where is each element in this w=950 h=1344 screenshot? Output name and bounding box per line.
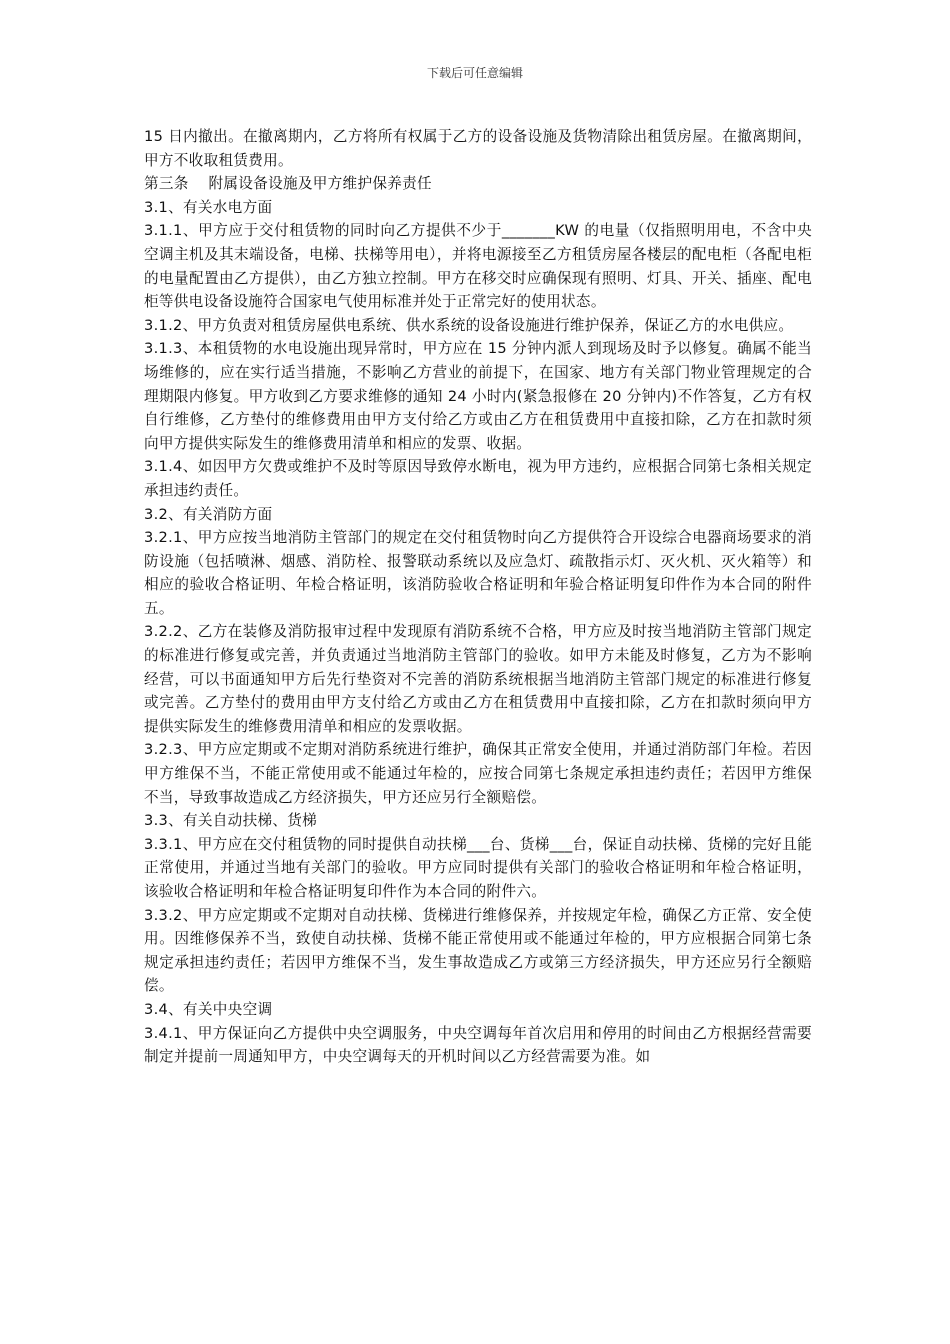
clause-3-1-3: 3.1.3、本租赁物的水电设施出现异常时，甲方应在 15 分钟内派人到现场及时予以修复。确属不能当场维修的，应在实行适当措施，不影响乙方营业的前提下，在国家、地方有关部门物业管理规定的合理期限内修复。甲方收到乙方要求维修的通知 24 小时内(紧急报修在 20 分钟内)不作答复，乙方有权自行维修，乙方垫付的维修费用由甲方支付给乙方或由乙方在租赁费用中直接扣除，乙方在扣款时须向甲方提供实际发生的维修费用清单和相应的发票、收据。: [144, 340, 812, 452]
clause-3-3-2: 3.3.2、甲方应定期或不定期对自动扶梯、货梯进行维修保养，并按规定年检，确保乙方正常、安全使用。因维修保养不当，致使自动扶梯、货梯不能正常使用或不能通过年检的，甲方应根据合同第七条规定承担违约责任；若因甲方维保不当，发生事故造成乙方或第三方经济损失，甲方还应另行全额赔偿。: [144, 906, 812, 995]
clause-3-1-4: 3.1.4、如因甲方欠费或维护不及时等原因导致停水断电，视为甲方违约，应根据合同第七条相关规定承担违约责任。: [144, 458, 812, 499]
clause-3-1-2: 3.1.2、甲方负责对租赁房屋供电系统、供水系统的设备设施进行维护保养，保证乙方的水电供应。: [144, 316, 794, 334]
article-three-heading: 第三条 附属设备设施及甲方维护保养责任: [144, 175, 432, 193]
page-header: 下载后可任意编辑: [426, 66, 523, 80]
section-3-3-heading: 3.3、有关自动扶梯、货梯: [144, 812, 318, 830]
clause-3-2-1: 3.2.1、甲方应按当地消防主管部门的规定在交付租赁物时向乙方提供符合开设综合电器商场要求的消防设施（包括喷淋、烟感、消防栓、报警联动系统以及应急灯、疏散指示灯、灭火机、灭火箱等）和相应的验收合格证明、年检合格证明，该消防验收合格证明和年验合格证明复印件作为本合同的附件五。: [144, 529, 812, 617]
section-3-2-heading: 3.2、有关消防方面: [144, 505, 273, 523]
clause-3-4-1: 3.4.1、甲方保证向乙方提供中央空调服务，中央空调每年首次启用和停用的时间由乙方根据经营需要制定并提前一周通知甲方，中央空调每天的开机时间以乙方经营需要为准。如: [144, 1024, 812, 1066]
clause-3-2-2: 3.2.2、乙方在装修及消防报审过程中发现原有消防系统不合格，甲方应及时按当地消防主管部门规定的标准进行修复或完善，并负责通过当地消防主管部门的验收。如甲方未能及时修复，乙方为不影响经营，可以书面通知甲方后先行垫资对不完善的消防系统根据当地消防主管部门规定的标准进行修复或完善。乙方垫付的费用由甲方支付给乙方或由乙方在租赁费用中直接扣除，乙方在扣款时须向甲方提供实际发生的维修费用清单和相应的发票收据。: [144, 623, 812, 735]
section-3-1-heading: 3.1、有关水电方面: [144, 198, 273, 216]
section-3-4-heading: 3.4、有关中央空调: [144, 1000, 273, 1018]
paragraph-evacuation: 15 日内撤出。在撤离期内，乙方将所有权属于乙方的设备设施及货物清除出租赁房屋。在撤离期间，甲方不收取租赁费用。: [144, 128, 812, 169]
clause-3-3-1: 3.3.1、甲方应在交付租赁物的同时提供自动扶梯___台、货梯___台，保证自动扶梯、货梯的完好且能正常使用，并通过当地有关部门的验收。甲方应同时提供有关部门的验收合格证明和年检合格证明，该验收合格证明和年检合格证明复印件作为本合同的附件六。: [144, 835, 812, 900]
clause-3-2-3: 3.2.3、甲方应定期或不定期对消防系统进行维护，确保其正常安全使用，并通过消防部门年检。若因甲方维保不当，不能正常使用或不能通过年检的，应按合同第七条规定承担违约责任；若因甲方维保不当，导致事故造成乙方经济损失，甲方还应另行全额赔偿。: [144, 741, 812, 806]
clause-3-1-1: 3.1.1、甲方应于交付租赁物的同时向乙方提供不少于_______KW 的电量（仅指照明用电，不含中央空调主机及其末端设备，电梯、扶梯等用电），并将电源接至乙方租赁房屋各楼层的配电柜（各配电柜的电量配置由乙方提供），由乙方独立控制。甲方在移交时应确保现有照明、灯具、开关、插座、配电柜等供电设备设施符合国家电气使用标准并处于正常完好的使用状态。: [144, 222, 812, 311]
document-body: [144, 125, 812, 1069]
